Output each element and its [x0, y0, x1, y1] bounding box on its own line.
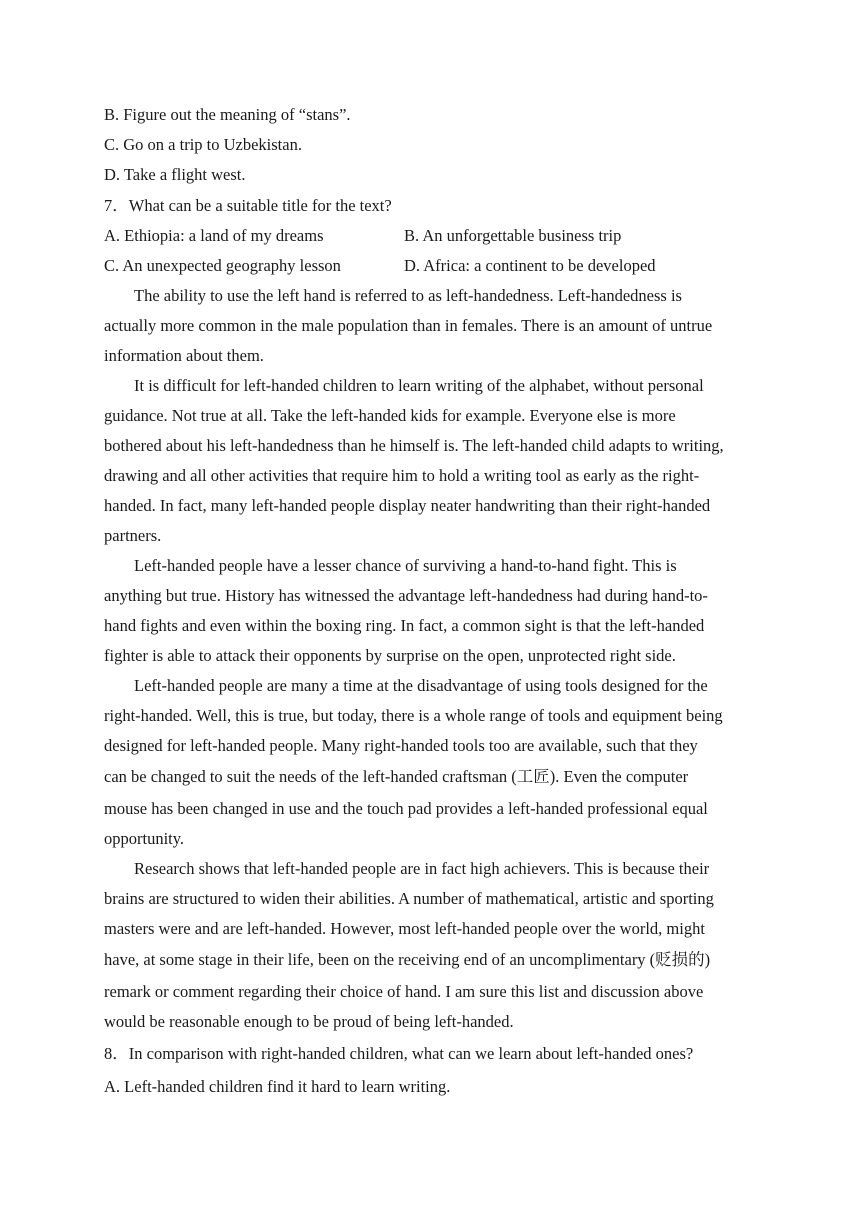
passage-line: The ability to use the left hand is referred to as left-handedness. Left-handedness is	[134, 286, 682, 305]
passage-line: can be changed to suit the needs of the left-handed craftsman (工匠). Even the computer	[104, 767, 689, 786]
q8-stem: 8．In comparison with right-handed children, what can we learn about left-handed ones?	[104, 1044, 694, 1063]
passage-paragraph-2	[104, 371, 758, 551]
passage-line: mouse has been changed in use and the touch pad provides a left-handed professional equal	[104, 799, 708, 818]
passage-line: masters were and are left-handed. However, most left-handed people over the world, might	[104, 919, 705, 938]
passage-line: partners.	[104, 526, 162, 545]
q7-option-d: D. Africa: a continent to be developed	[404, 256, 656, 275]
passage-line: anything but true. History has witnessed the advantage left-handedness had during hand-to-	[104, 586, 708, 605]
passage-line: drawing and all other activities that require him to hold a writing tool as early as the right-	[104, 466, 700, 485]
passage-line: designed for left-handed people. Many right-handed tools too are available, such that they	[104, 736, 698, 755]
passage-line: It is difficult for left-handed children to learn writing of the alphabet, without personal	[134, 376, 704, 395]
q7-options-row-2	[104, 251, 758, 281]
passage-paragraph-1	[104, 281, 758, 371]
passage-line: fighter is able to attack their opponents by surprise on the open, unprotected right side.	[104, 646, 676, 665]
q6-option-b: B. Figure out the meaning of “stans”.	[104, 105, 351, 124]
q6-option-d: D. Take a flight west.	[104, 165, 246, 184]
passage-line: brains are structured to widen their abilities. A number of mathematical, artistic and sporting	[104, 889, 714, 908]
q7-option-a: A. Ethiopia: a land of my dreams	[104, 226, 324, 245]
passage-line: Left-handed people have a lesser chance of surviving a hand-to-hand fight. This is	[134, 556, 677, 575]
q7-stem: 7．What can be a suitable title for the text?	[104, 196, 392, 215]
passage-line: handed. In fact, many left-handed people display neater handwriting than their right-handed	[104, 496, 711, 515]
q7-options-row-1	[104, 221, 758, 251]
passage-line: Research shows that left-handed people are in fact high achievers. This is because their	[134, 859, 710, 878]
document-content	[104, 100, 758, 1102]
q7-option-b: B. An unforgettable business trip	[404, 226, 622, 245]
passage-line: opportunity.	[104, 829, 185, 848]
passage-line: remark or comment regarding their choice of hand. I am sure this list and discussion above	[104, 982, 704, 1001]
q6-option-c: C. Go on a trip to Uzbekistan.	[104, 135, 302, 154]
passage-line: right-handed. Well, this is true, but today, there is a whole range of tools and equipment being	[104, 706, 723, 725]
q8-option-a: A. Left-handed children find it hard to learn writing.	[104, 1077, 451, 1096]
passage-line: would be reasonable enough to be proud of being left-handed.	[104, 1012, 514, 1031]
passage-line: hand fights and even within the boxing ring. In fact, a common sight is that the left-handed	[104, 616, 705, 635]
passage-line: actually more common in the male population than in females. There is an amount of untrue	[104, 316, 713, 335]
passage-paragraph-3	[104, 551, 758, 671]
passage-line: bothered about his left-handedness than he himself is. The left-handed child adapts to writing,	[104, 436, 724, 455]
passage-paragraph-4	[104, 671, 758, 854]
q7-option-c: C. An unexpected geography lesson	[104, 256, 341, 275]
passage-line: have, at some stage in their life, been on the receiving end of an uncomplimentary (贬损的)	[104, 950, 711, 969]
passage-line: guidance. Not true at all. Take the left-handed kids for example. Everyone else is more	[104, 406, 676, 425]
passage-line: Left-handed people are many a time at the disadvantage of using tools designed for the	[134, 676, 708, 695]
passage-line: information about them.	[104, 346, 264, 365]
passage-paragraph-5	[104, 854, 758, 1037]
